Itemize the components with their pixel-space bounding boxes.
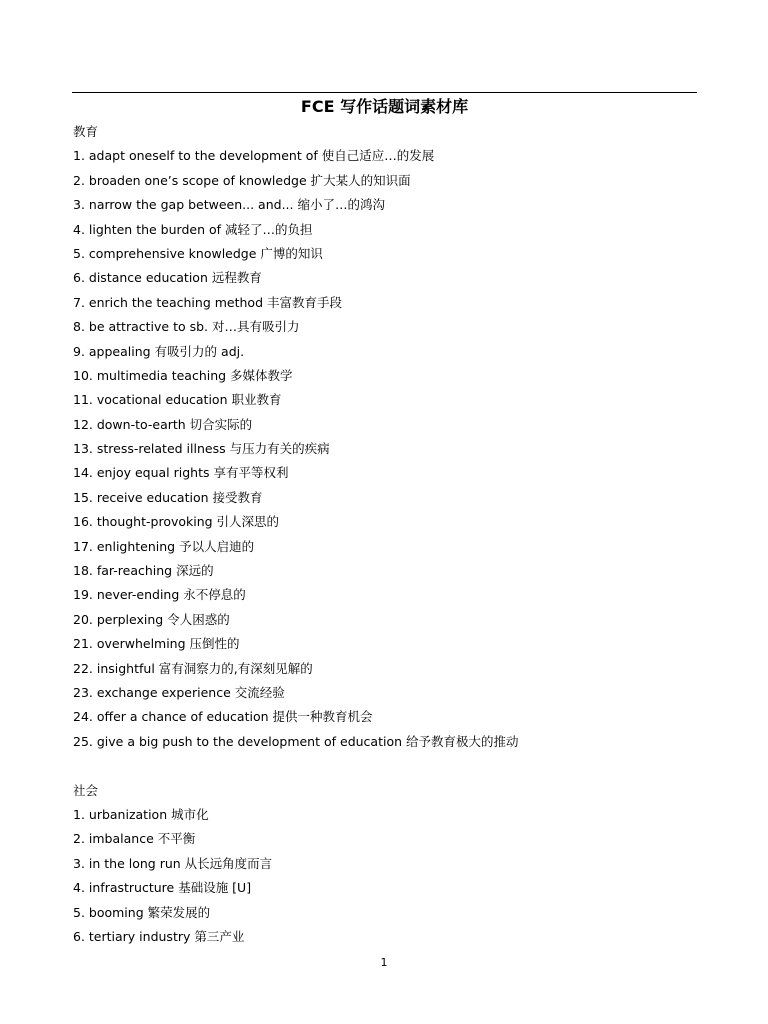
document-body: [73, 120, 713, 949]
list-item: 14. enjoy equal rights 享有平等权利: [73, 465, 289, 481]
section-heading-society: 社会: [73, 782, 99, 798]
list-item: 4. infrastructure 基础设施 [U]: [73, 880, 252, 896]
list-item: 10. multimedia teaching 多媒体教学: [73, 367, 293, 383]
section-heading-education: 教育: [73, 124, 99, 139]
list-item: 17. enlightening 予以人启迪的: [73, 538, 255, 554]
section-spacer: [73, 754, 713, 778]
list-item: 5. comprehensive knowledge 广博的知识: [73, 245, 323, 261]
list-item: 20. perplexing 令人困惑的: [73, 611, 230, 627]
list-item: 3. narrow the gap between... and... 缩小了…的鸿沟: [73, 197, 385, 213]
list-item: 15. receive education 接受教育: [73, 489, 263, 505]
list-item: 16. thought-provoking 引人深思的: [73, 514, 280, 530]
list-item: 21. overwhelming 压倒性的: [73, 636, 240, 652]
page-number: 1: [380, 956, 388, 969]
list-item: 6. distance education 远程教育: [73, 270, 262, 286]
list-item: 11. vocational education 职业教育: [73, 392, 282, 408]
list-item: 5. booming 繁荣发展的: [73, 904, 211, 920]
list-item: 19. never-ending 永不停息的: [73, 587, 246, 603]
list-item: 4. lighten the burden of 减轻了…的负担: [73, 221, 313, 237]
list-item: 2. imbalance 不平衡: [73, 831, 196, 847]
list-item: 7. enrich the teaching method 丰富教育手段: [73, 294, 342, 310]
list-item: 1. urbanization 城市化: [73, 806, 209, 822]
society-vocabulary-list: [73, 803, 713, 949]
list-item: 1. adapt oneself to the development of 使自己适应…的发展: [73, 148, 435, 164]
list-item: 6. tertiary industry 第三产业: [73, 928, 245, 944]
list-item: 13. stress-related illness 与压力有关的疾病: [73, 441, 330, 457]
list-item: 24. offer a chance of education 提供一种教育机会: [73, 709, 373, 725]
page-title: FCE 写作话题词素材库: [300, 97, 469, 116]
list-item: 8. be attractive to sb. 对…具有吸引力: [73, 319, 300, 335]
list-item: 22. insightful 富有洞察力的,有深刻见解的: [73, 660, 313, 676]
header-rule: [72, 92, 697, 93]
list-item: 2. broaden one’s scope of knowledge 扩大某人的知识面: [73, 172, 411, 188]
list-item: 12. down-to-earth 切合实际的: [73, 416, 253, 432]
education-vocabulary-list: [73, 144, 713, 754]
list-item: 25. give a big push to the development of education 给予教育极大的推动: [73, 733, 519, 749]
list-item: 23. exchange experience 交流经验: [73, 684, 285, 700]
list-item: 3. in the long run 从长远角度而言: [73, 855, 273, 871]
list-item: 9. appealing 有吸引力的 adj.: [73, 343, 245, 359]
list-item: 18. far-reaching 深远的: [73, 563, 214, 579]
